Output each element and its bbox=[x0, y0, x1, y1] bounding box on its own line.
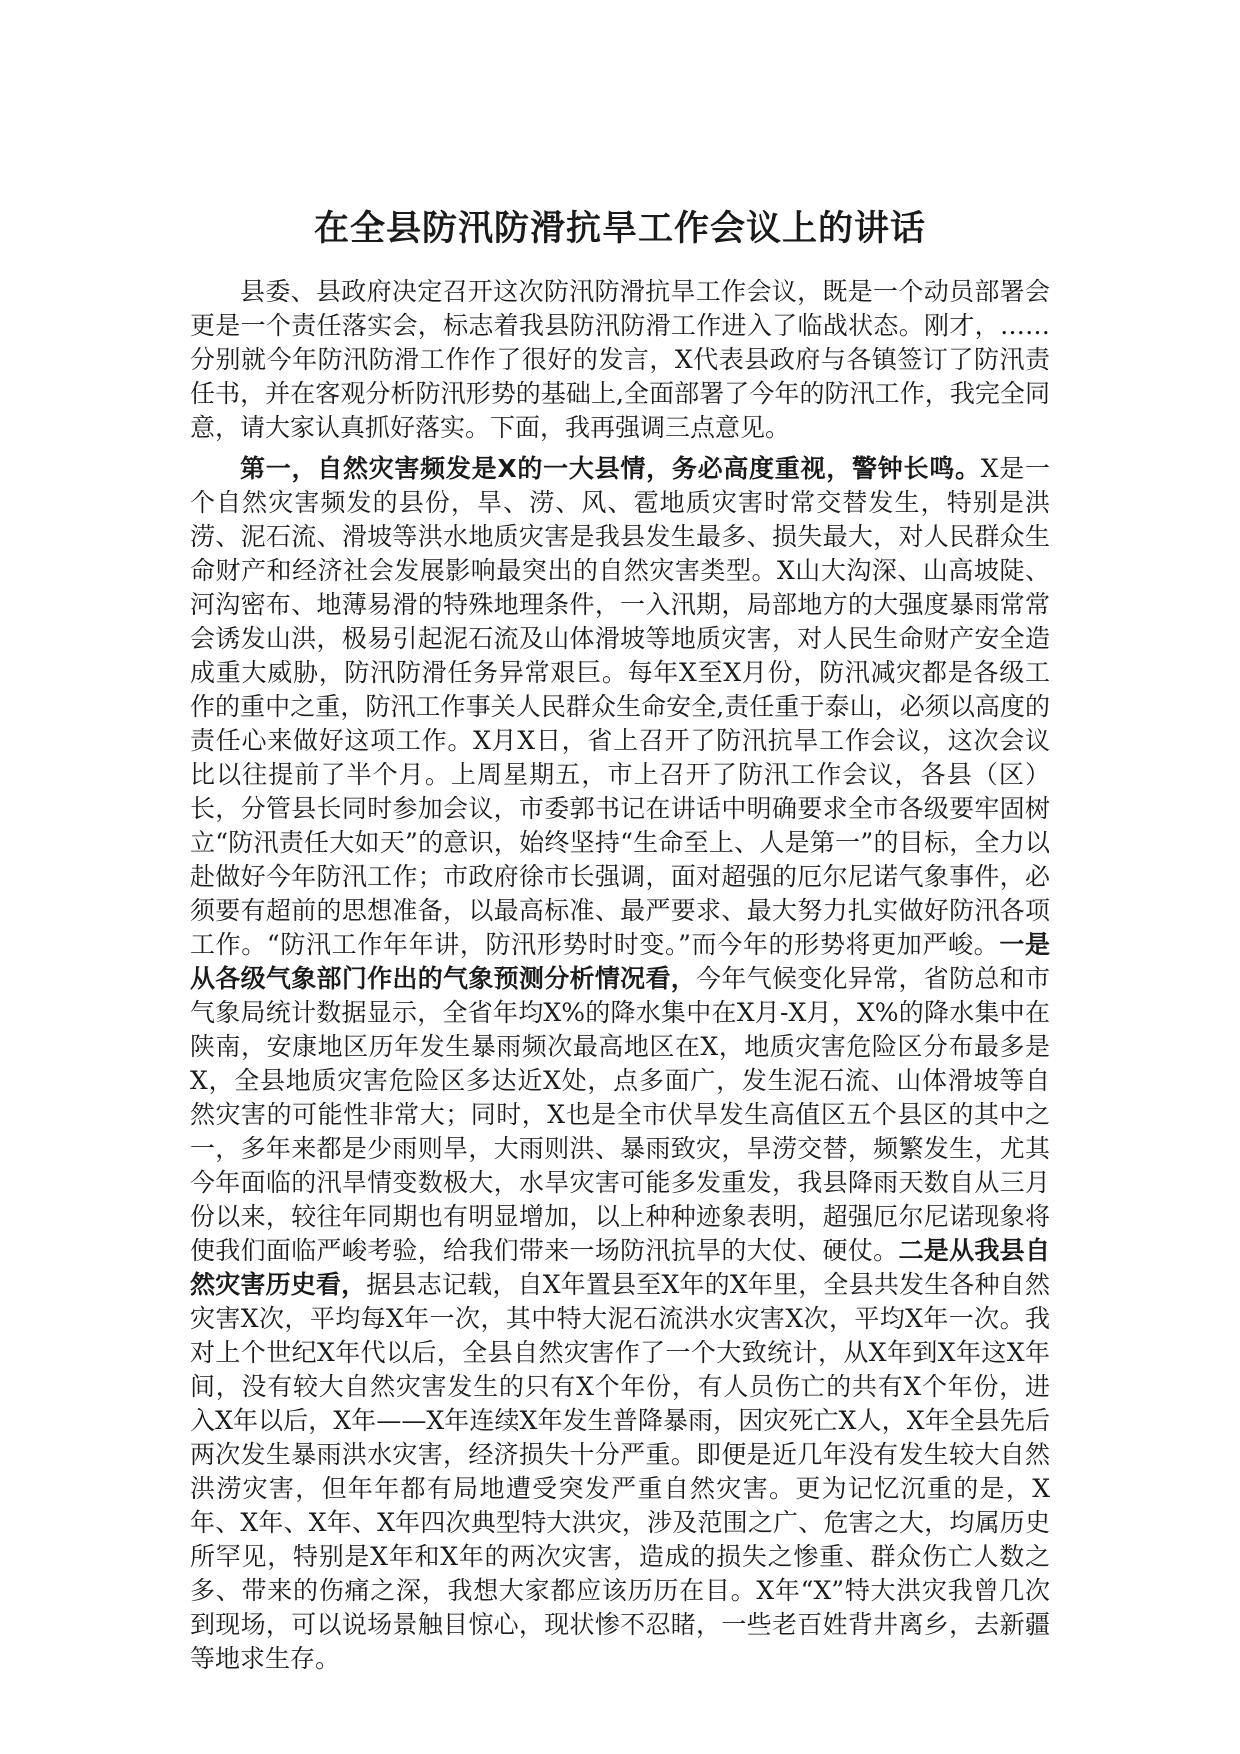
point-heading-weather-forecast: 一是从各级气象部门作出的气象预测分析情况看， bbox=[190, 930, 1050, 993]
paragraph-first-point bbox=[190, 452, 1050, 1676]
section-heading-first: 第一，自然灾害频发是X的一大县情，务必高度重视，警钟长鸣。 bbox=[240, 454, 981, 483]
point-heading-disaster-history: 二是从我县自然灾害历史看， bbox=[190, 1236, 1050, 1299]
paragraph-intro: 县委、县政府决定召开这次防汛防滑抗旱工作会议，既是一个动员部署会更是一个责任落实会，标志着我县防汛防滑工作进入了临战状态。刚才，……分别就今年防汛防滑工作作了很好的发言，X代表县政府与各镇签订了防汛责任书，并在客观分析防汛形势的基础上,全面部署了今年的防汛工作，我完全同意，请大家认真抓好落实。下面，我再强调三点意见。 bbox=[190, 277, 1050, 442]
section-text-first: X是一个自然灾害频发的县份，旱、涝、风、雹地质灾害时常交替发生，特别是洪涝、泥石流、滑坡等洪水地质灾害是我县发生最多、损失最大，对人民群众生命财产和经济社会发展影响最突出的自然灾害类型。X山大沟深、山高坡陡、河沟密布、地薄易滑的特殊地理条件，一入汛期，局部地方的大强度暴雨常常会诱发山洪，极易引起泥石流及山体滑坡等地质灾害，对人民生命财产安全造成重大威胁，防汛防滑任务异常艰巨。每年X至X月份，防汛减灾都是各级工作的重中之重，防汛工作事关人民群众生命安全,责任重于泰山，必须以高度的责任心来做好这项工作。X月X日，省上召开了防汛抗旱工作会议，这次会议比以往提前了半个月。上周星期五，市上召开了防汛工作会议，各县（区）长，分管县长同时参加会议，市委郭书记在讲话中明确要求全市各级要牢固树立“防汛责任大如天”的意识，始终坚持“生命至上、人是第一”的目标，全力以赴做好今年防汛工作；市政府徐市长强调，面对超强的厄尔尼诺气象事件，必须要有超前的思想准备，以最高标准、最严要求、最大努力扎实做好防汛各项工作。“防汛工作年年讲，防汛形势时时变。”而今年的形势将更加严峻。 bbox=[190, 454, 1050, 959]
point-text-disaster-history: 据县志记载，自X年置县至X年的X年里，全县共发生各种自然灾害X次，平均每X年一次，其中特大泥石流洪水灾害X次，平均X年一次。我对上个世纪X年代以后，全县自然灾害作了一个大致统计，从X年到X年这X年间，没有较大自然灾害发生的只有X个年份，有人员伤亡的共有X个年份，进入X年以后，X年——X年连续X年发生普降暴雨，因灾死亡X人，X年全县先后两次发生暴雨洪水灾害，经济损失十分严重。即便是近几年没有发生较大自然洪涝灾害，但年年都有局地遭受突发严重自然灾害。更为记忆沉重的是，X年、X年、X年、X年四次典型特大洪灾，涉及范围之广、危害之大，均属历史所罕见，特别是X年和X年的两次灾害，造成的损失之惨重、群众伤亡人数之多、带来的伤痛之深，我想大家都应该历历在目。X年“X”特大洪灾我曾几次到现场，可以说场景触目惊心，现状惨不忍睹，一些老百姓背井离乡，去新疆等地求生存。 bbox=[190, 1270, 1050, 1673]
document-title: 在全县防汛防滑抗旱工作会议上的讲话 bbox=[313, 209, 926, 249]
point-text-weather-forecast: 今年气候变化异常，省防总和市气象局统计数据显示，全省年均X%的降水集中在X月-X月，X%的降水集中在陕南，安康地区历年发生暴雨频次最高地区在X，地质灾害危险区分布最多是X，全县地质灾害危险区多达近X处，点多面广，发生泥石流、山体滑坡等自然灾害的可能性非常大；同时，X也是全市伏旱发生高值区五个县区的其中之一，多年来都是少雨则旱，大雨则洪、暴雨致灾，旱涝交替，频繁发生，尤其今年面临的汛旱情变数极大，水旱灾害可能多发重发，我县降雨天数自从三月份以来，较往年同期也有明显增加，以上种种迹象表明，超强厄尔尼诺现象将使我们面临严峻考验，给我们带来一场防汛抗旱的大仗、硬仗。 bbox=[190, 964, 1050, 1265]
